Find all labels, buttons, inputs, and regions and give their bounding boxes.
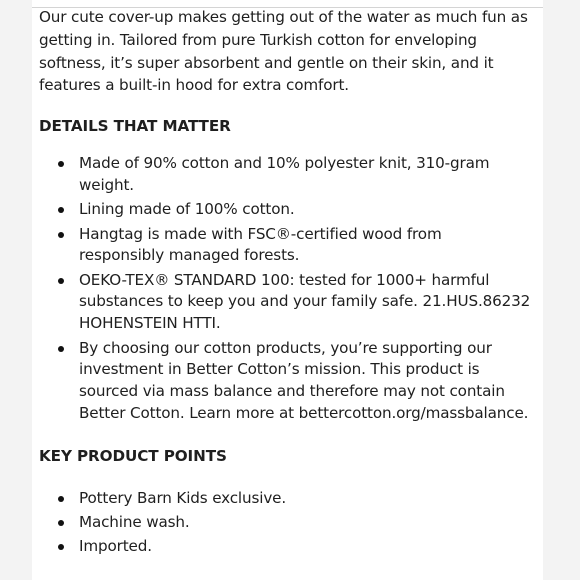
key-point-imported (39, 536, 531, 558)
detail-item-fabric (39, 153, 531, 197)
bullet-icon (58, 278, 64, 284)
product-intro-text: Our cute cover-up makes getting out of the water as much fun as getting in. Tailored from pure Turkish cotton for enveloping softness, it’s super absorbent and gentle on their skin, and it features a built-in hood for extra comfort. (39, 8, 528, 95)
detail-item-better-cotton (39, 338, 531, 425)
key-point-text: Machine wash. (79, 513, 190, 532)
details-list (39, 153, 539, 425)
bullet-icon (58, 544, 64, 550)
detail-item-text: Made of 90% cotton and 10% polyester knit, 310-gram weight. (79, 154, 490, 194)
details-section-title: DETAILS THAT MATTER (39, 117, 231, 136)
key-point-exclusive (39, 488, 531, 510)
bullet-icon (58, 520, 64, 526)
detail-item-certification (39, 270, 531, 335)
key-product-points-title: KEY PRODUCT POINTS (39, 446, 227, 465)
bullet-icon (58, 496, 64, 502)
key-point-text: Pottery Barn Kids exclusive. (79, 488, 287, 507)
product-description-content (39, 6, 539, 561)
bullet-icon (58, 346, 64, 352)
bullet-icon (58, 232, 64, 238)
key-points-list (39, 488, 539, 558)
key-point-text: Imported. (79, 537, 152, 556)
detail-item-text: Hangtag is made with FSC®-certified wood from responsibly managed forests. (79, 224, 442, 265)
detail-item-hangtag (39, 224, 531, 268)
detail-item-text: Lining made of 100% cotton. (79, 200, 295, 219)
key-point-machine-wash (39, 512, 531, 534)
detail-item-lining (39, 199, 531, 221)
bullet-icon (58, 207, 64, 213)
detail-item-text: OEKO-TEX® STANDARD 100: tested for 1000+ harmful substances to keep you and your family safe. 21.HUS.86232 HOHENSTEIN HTTI. (79, 270, 531, 333)
detail-item-text: By choosing our cotton products, you’re supporting our investment in Better Cotton’s mission. This product is sourced via mass balance and therefore may not contain Better Cotton. Learn more at bettercotton.org/massbalance. (79, 338, 529, 422)
bullet-icon (58, 161, 64, 167)
